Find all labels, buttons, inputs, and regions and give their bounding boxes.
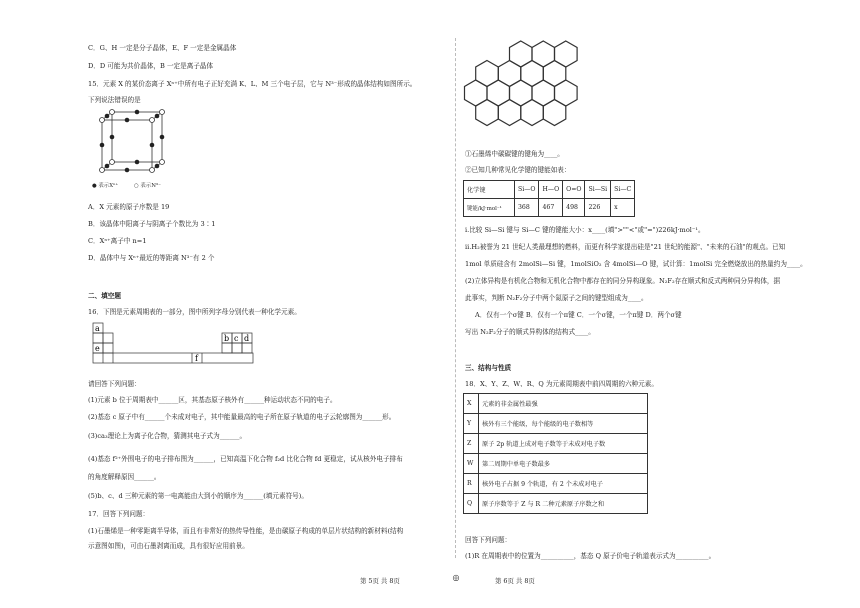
- table-cell: 226: [585, 199, 611, 217]
- q17-part-1: (1)石墨烯是一种零距离半导体，而且有非常好的热传导性能，是由碳原子构成的单层片状结构的新材料(结构: [88, 527, 404, 535]
- right-page: [455, 0, 860, 608]
- table-cell: 498: [563, 199, 585, 217]
- table-header-cell: 化学键: [464, 181, 515, 199]
- hexagon-ring: [521, 100, 544, 126]
- table-header-cell: Si—C: [611, 181, 635, 199]
- q16-part-2: (2)基态 c 原子中有______个未成对电子，其中能量最高的电子所在原子轨道的电子云轮廓图为______形。: [88, 413, 396, 421]
- option-a-q15: A．X 元素的原子序数是 19: [88, 203, 170, 211]
- table-cell: 368: [515, 199, 539, 217]
- table-row: [464, 434, 648, 454]
- q16-please-answer: 请回答下列问题：: [88, 380, 141, 388]
- table-cell: Z: [464, 434, 479, 454]
- table-row: [464, 394, 648, 414]
- letter-a: a: [95, 324, 100, 333]
- table-row: [464, 494, 648, 514]
- question-16-stem: 16．下图是元素周期表的一部分，图中所列字母分别代表一种化学元素。: [88, 308, 301, 316]
- letter-c: c: [234, 334, 239, 343]
- q17-part-2: (2)立体异构是有机化合物和无机化合物中都存在的同分异构现象。N₂F₂存在顺式和反式两种同分异构体，据: [465, 277, 781, 285]
- question-18-stem: 18．X、Y、Z、W、R、Q 为元素周期表中前四周期的六种元素。: [465, 380, 658, 388]
- hexagon-ring: [498, 100, 521, 126]
- q17-sub-2-ii-cont: 1mol 单质硅含有 2molSi—Si 键，1molSiO₂ 含 4molSi—O 键，试计算：1molSi 完全燃烧放出的热量约为____。: [465, 260, 807, 268]
- legend-anion: ○ 表示N³⁻: [134, 183, 161, 189]
- table-row: [464, 474, 648, 494]
- q17-part-1-cont: 示意图如图)，可由石墨剥离而成，具有很好应用前景。: [88, 542, 249, 550]
- periodic-table-fragment: [92, 322, 260, 364]
- question-17-stem: 17．回答下列问题：: [88, 510, 150, 518]
- table-header-cell: H—O: [539, 181, 563, 199]
- table-row: [464, 181, 635, 199]
- table-cell: x: [611, 199, 635, 217]
- option-d-q15: D．晶体中与 Xⁿ⁺最近的等距离 N³⁻有 2 个: [88, 254, 215, 262]
- table-cell: Q: [464, 494, 479, 514]
- graphene-structure-figure: [461, 38, 601, 148]
- table-cell: 467: [539, 199, 563, 217]
- q16-part-5: (5)b、c、d 三种元素的第一电离能由大到小的顺序为______(填元素符号)。: [88, 492, 308, 500]
- crystal-structure-figure: [92, 108, 172, 186]
- hexagon-ring: [543, 100, 566, 126]
- table-row: [464, 199, 635, 217]
- hexagon-ring: [476, 100, 499, 126]
- binding-circle-icon: ◎: [452, 573, 460, 582]
- q16-part-4: (4)基态 f²⁺外围电子的电子排布图为______，已知高温下化合物 f₂d 比化合物 fd 更稳定，试从核外电子排布: [88, 455, 403, 463]
- q18-part-1: (1)R 在周期表中的位置为__________，基态 Q 原子价电子轨道表示式为__________。: [465, 552, 716, 560]
- left-page-footer: 第 5页 共 8页: [360, 577, 400, 585]
- letter-b: b: [224, 334, 230, 343]
- q17-part-2-structure: 写出 N₂F₂分子的顺式异构体的结构式____。: [465, 328, 595, 336]
- table-row: [464, 454, 648, 474]
- q17-part-2-options: A．仅有一个σ键 B．仅有一个π键 C．一个σ键，一个π键 D．两个σ键: [475, 311, 682, 319]
- table-row: [464, 414, 648, 434]
- question-15-stem: 15．元素 X 的某价态离子 Xⁿ⁺中所有电子正好充满 K、L、M 三个电子层，它与 N³⁻形成的晶体结构如图所示。: [88, 80, 417, 88]
- table-header-cell: Si—Si: [585, 181, 611, 199]
- table-cell: 原子序数等于 Z 与 R 二种元素原子序数之和: [479, 494, 648, 514]
- letter-f: f: [195, 354, 198, 363]
- table-cell: X: [464, 394, 479, 414]
- table-header-cell: Si—O: [515, 181, 539, 199]
- q16-part-3: (3)ca₃理论上为离子化合物，猜测其电子式为______。: [88, 432, 247, 440]
- section-structure-properties: 三、结构与性质: [465, 364, 512, 372]
- legend-cation: ● 表示Xⁿ⁺: [92, 183, 119, 189]
- q17-sub-2: ②已知几种常见化学键的键能如表：: [465, 166, 571, 174]
- table-cell: 元素的非金属性最强: [479, 394, 648, 414]
- right-page-footer: 第 6页 共 8页: [495, 577, 535, 585]
- option-c-q15: C．Xⁿ⁺离子中 n=1: [88, 237, 147, 245]
- option-b-q15: B．该晶体中阳离子与阴离子个数比为 3∶1: [88, 220, 216, 228]
- q17-part-2-cont: 此事实，判断 N₂F₂分子中两个氮原子之间的键型组成为____。: [465, 294, 648, 302]
- section-fill-in-blank: 二、填空题: [88, 292, 121, 300]
- q17-sub-2-i: i.比较 Si—Si 键与 Si—C 键的键能大小：x____(填">""<"或"=")226kJ·mol⁻¹。: [465, 226, 705, 234]
- bond-energy-table: [463, 180, 635, 217]
- element-info-table: [463, 393, 648, 514]
- table-header-cell: O=O: [563, 181, 585, 199]
- q18-please-answer: 回答下列问题：: [465, 536, 512, 544]
- option-d-q14: D．D 可能为共价晶体，B 一定是离子晶体: [88, 62, 214, 70]
- table-cell: 核外电子占据 9 个轨道，有 2 个未成对电子: [479, 474, 648, 494]
- table-cell: 第二周期中单电子数最多: [479, 454, 648, 474]
- letter-e: e: [95, 344, 100, 353]
- letter-d: d: [244, 334, 250, 343]
- q17-sub-1: ①石墨烯中碳碳键的键角为____。: [465, 150, 564, 158]
- table-cell: 核外有三个能级，每个能级的电子数相等: [479, 414, 648, 434]
- q16-part-4-cont: 的角度解释原因______。: [88, 473, 161, 481]
- question-15-prompt: 下列说法错误的是: [88, 96, 141, 104]
- table-cell: W: [464, 454, 479, 474]
- table-cell: Y: [464, 414, 479, 434]
- q17-sub-2-ii: ii.H₂被誉为 21 世纪人类最理想的燃料，而更有科学家提出硅是"21 世纪的能源"、"未来的石油"的观点。已知: [465, 243, 786, 251]
- option-c-q14: C．G、H 一定是分子晶体，E、F 一定是金属晶体: [88, 44, 237, 52]
- table-cell: R: [464, 474, 479, 494]
- table-cell: 键能/kJ·mol⁻¹: [464, 199, 515, 217]
- q16-part-1: (1)元素 b 位于周期表中______区，其基态原子核外有______种运动状态不同的电子。: [88, 396, 337, 404]
- table-cell: 原子 2p 轨道上成对电子数等于未成对电子数: [479, 434, 648, 454]
